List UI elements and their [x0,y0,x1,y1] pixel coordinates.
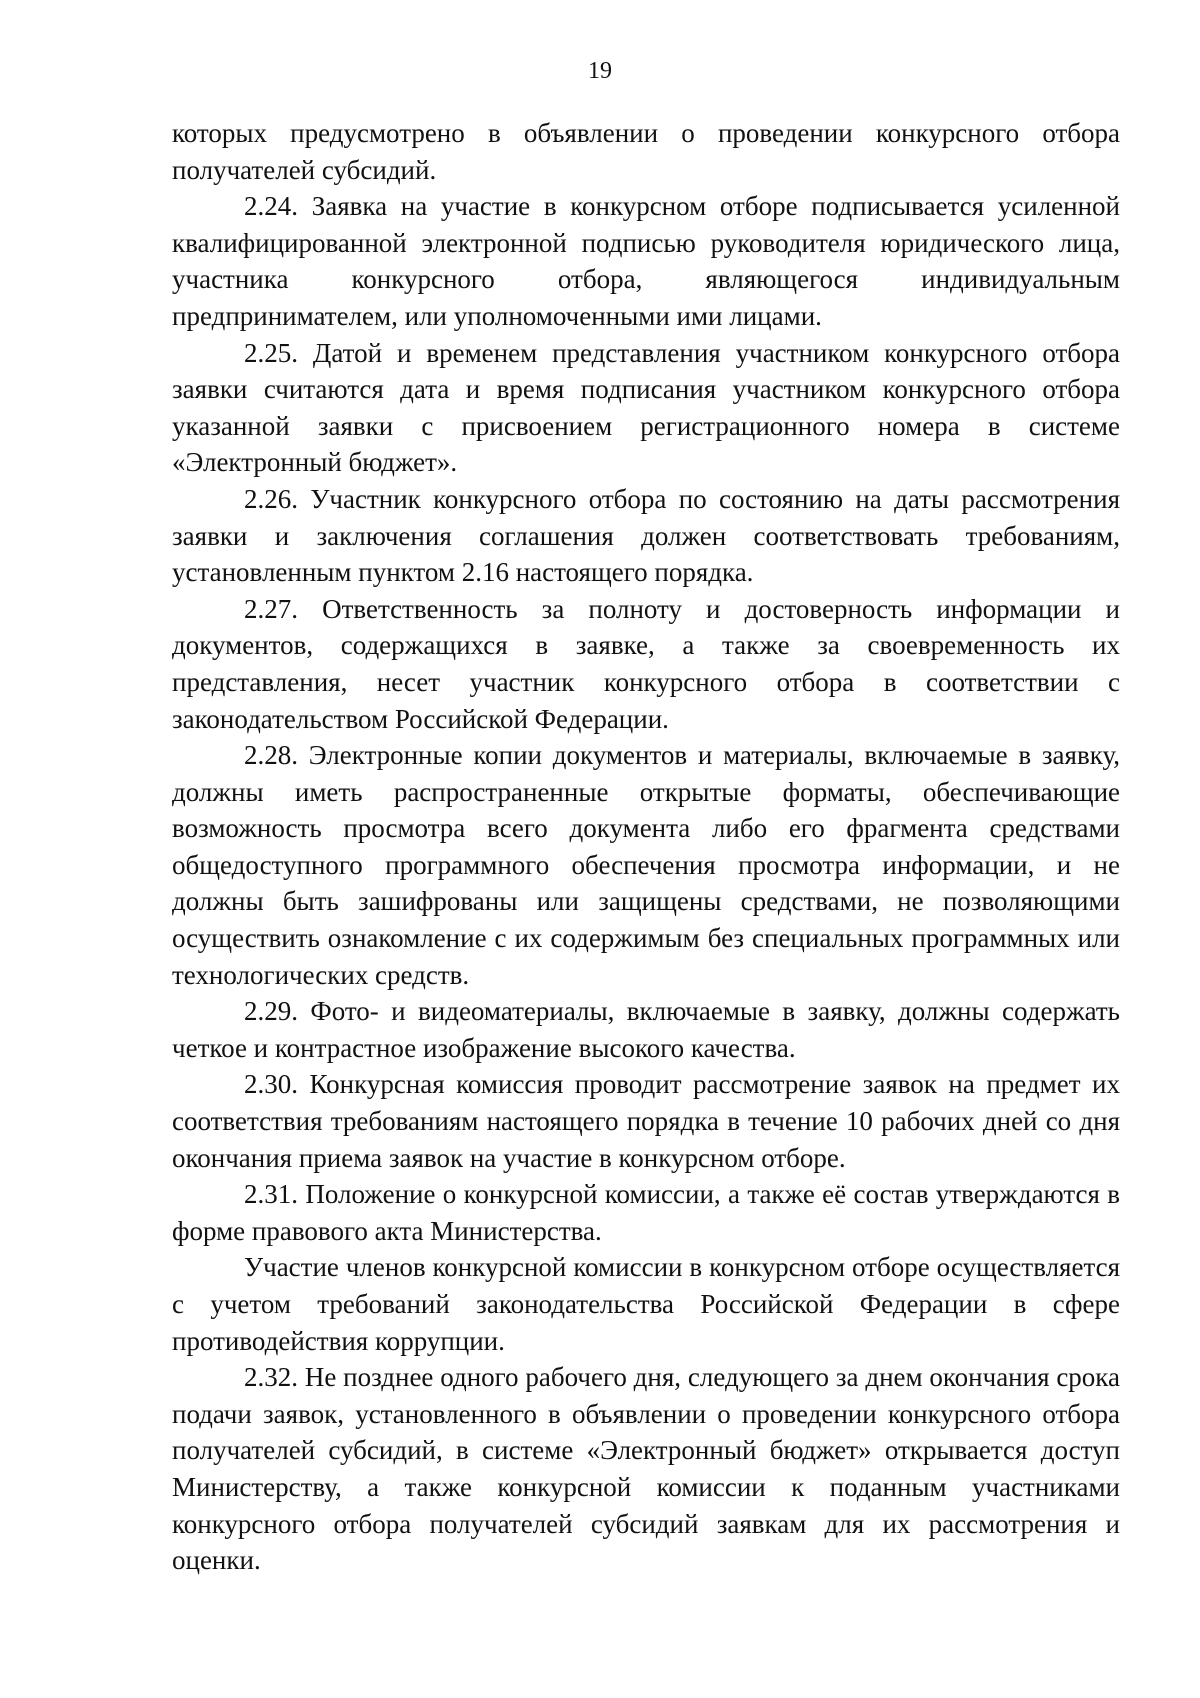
paragraph-2-26: 2.26. Участник конкурсного отбора по состоянию на даты рассмотрения заявки и заключения соглашения должен соответствовать требованиям, установленным пунктом 2.16 настоящего порядка. [172,483,1120,588]
paragraph-2-27: 2.27. Ответственность за полноту и достоверность информации и документов, содержащихся в заявке, а также за своевременность их представления, несет участник конкурсного отбора в соответствии с законодательством Российской Федерации. [172,593,1120,734]
paragraph-2-31-continued: Участие членов конкурсной комиссии в конкурсном отборе осуществляется с учетом требований законодательства Российской Федерации в сфере противодействия коррупции. [172,1252,1120,1356]
paragraph-2-29: 2.29. Фото- и видеоматериалы, включаемые в заявку, должны содержать четкое и контрастное изображение высокого качества. [172,996,1120,1063]
paragraph-continuation: которых предусмотрено в объявлении о проведении конкурсного отбора получателей субсидий. [172,118,1120,185]
paragraph-2-24: 2.24. Заявка на участие в конкурсном отборе подписывается усиленной квалифицированной электронной подписью руководителя юридического лица, участника конкурсного отбора, являющегося индивидуальным предпринимателем, или уполномоченными ими лицами. [172,191,1120,331]
paragraph-2-25: 2.25. Датой и временем представления участником конкурсного отбора заявки считаются дата и время подписания участником конкурсного отбора указанной заявки с присвоением регистрационного номера в системе «Электронный бюджет». [172,337,1120,478]
page-number: 19 [588,58,612,84]
paragraph-2-28: 2.28. Электронные копии документов и материалы, включаемые в заявку, должны иметь распространенные открытые форматы, обеспечивающие возможность просмотра всего документа либо его фрагмента средствами общедоступного программного обеспечения просмотра информации, и не должны быть зашифрованы или защищены средствами, не позволяющими осуществить ознакомление с их содержимым без специальных программных или технологических средств. [172,740,1120,990]
paragraph-2-30: 2.30. Конкурсная комиссия проводит рассмотрение заявок на предмет их соответствия требованиям настоящего порядка в течение 10 рабочих дней со дня окончания приема заявок на участие в конкурсном отборе. [172,1069,1120,1173]
paragraph-2-31: 2.31. Положение о конкурсной комиссии, а также её состав утверждаются в форме правового акта Министерства. [172,1179,1120,1246]
document-body [172,115,1120,1579]
paragraph-2-32: 2.32. Не позднее одного рабочего дня, следующего за днем окончания срока подачи заявок, установленного в объявлении о проведении конкурсного отбора получателей субсидий, в системе «Электронный бюджет» открывается доступ Министерству, а также конкурсной комиссии к поданным участниками конкурсного отбора получателей субсидий заявкам для их рассмотрения и оценки. [172,1362,1120,1576]
